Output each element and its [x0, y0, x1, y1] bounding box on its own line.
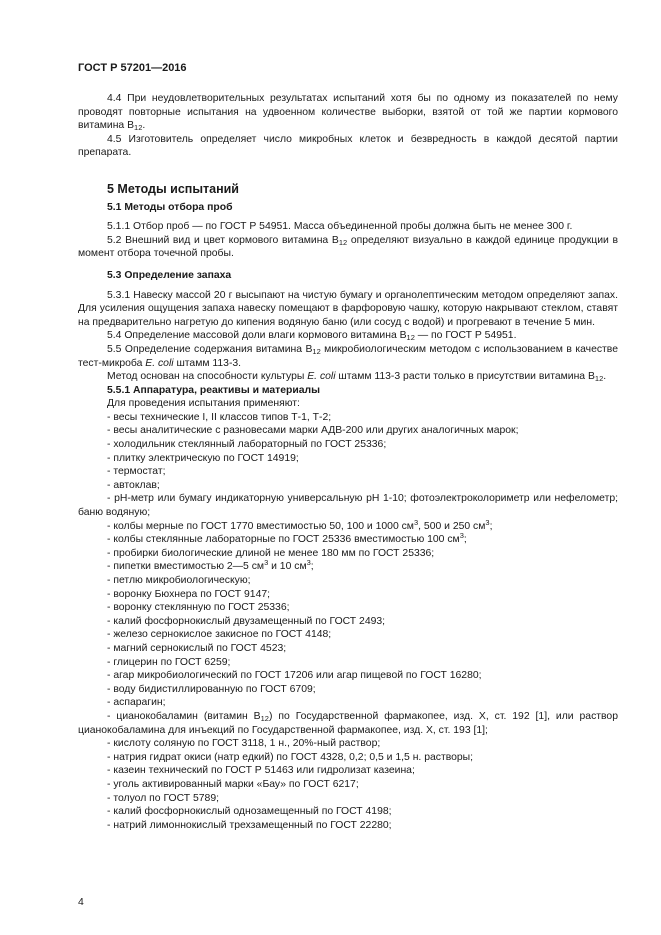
list-item: - рН-метр или бумагу индикаторную универсальную рН 1-10; фотоэлектроколориметр или нефелометр; баню водяную;: [78, 493, 618, 519]
list-item: - пробирки биологические длиной не менее 180 мм по ГОСТ 25336;: [107, 547, 435, 559]
paragraph-4-5: 4.5 Изготовитель определяет число микробных клеток и безвредность в каждой десятой партии препарата.: [78, 133, 618, 159]
page-number: 4: [78, 897, 84, 908]
list-item: - натрий лимоннокислый трехзамещенный по ГОСТ 22280;: [107, 819, 392, 831]
list-item: - колбы стеклянные лабораторные по ГОСТ 25336 вместимостью 100 $см^3$;: [107, 531, 467, 546]
list-item: - аспарагин;: [107, 697, 166, 709]
paragraph-method: Метод основан на способности культуры E. coli штамм 113-3 расти только в присутствии витамина $В_{12}$.: [107, 371, 607, 384]
paragraph-5-2: 5.2 Внешний вид и цвет кормового витамина $В_{12}$ определяют визуально в каждой единице продукции в момент отбора точечной пробы.: [78, 234, 618, 260]
list-item: - цианокобаламин (витамин $В_{12}$) по Государственной фармакопее, изд. X, ст. 192 [1], или раствор цианокобаламина для инъекций по Государственной фармакопее, изд. X, ст. 193 [1];: [78, 710, 618, 736]
list-item: - автоклав;: [107, 479, 160, 491]
list-item: - воду бидистиллированную по ГОСТ 6709;: [107, 683, 316, 695]
list-item: - весы аналитические с разновесами марки АДВ-200 или других аналогичных марок;: [107, 425, 519, 437]
list-item: - калий фосфорнокислый однозамещенный по ГОСТ 4198;: [107, 806, 392, 818]
list-item: - толуол по ГОСТ 5789;: [107, 792, 219, 804]
section-heading-5-5-1: 5.5.1 Аппаратура, реактивы и материалы: [107, 384, 321, 396]
list-item: - колбы мерные по ГОСТ 1770 вместимостью 50, 100 и 1000 $см^3$, 500 и 250 $см^3$;: [107, 517, 493, 532]
list-item: - калий фосфорнокислый двузамещенный по ГОСТ 2493;: [107, 615, 386, 627]
paragraph-5-5: 5.5 Определение содержания витамина $В_{12}$ микробиологическим методом с использованием в качестве тест-микроба E. coli штамм 113-3.: [78, 343, 618, 369]
list-item: - петлю микробиологическую;: [107, 575, 251, 586]
list-item: - казеин технический по ГОСТ Р 51463 или гидролизат казеина;: [107, 765, 415, 777]
list-item: - термостат;: [107, 466, 166, 478]
list-item: - кислоту соляную по ГОСТ 3118, 1 н., 20%-ный раствор;: [107, 738, 381, 750]
list-item: - холодильник стеклянный лабораторный по ГОСТ 25336;: [107, 439, 387, 451]
list-item: - магний сернокислый по ГОСТ 4523;: [107, 642, 287, 654]
list-item: - глицерин по ГОСТ 6259;: [107, 656, 231, 668]
document-header: ГОСТ Р 57201—2016: [78, 62, 187, 74]
list-item: - пипетки вместимостью 2—5 $см^3$ и 10 $см^3$;: [107, 558, 314, 573]
list-item: - натрия гидрат окиси (натр едкий) по ГОСТ 4328, 0,2; 0,5 и 1,5 н. растворы;: [107, 751, 474, 763]
section-heading-5: 5 Методы испытаний: [107, 181, 239, 196]
list-item: - плитку электрическую по ГОСТ 14919;: [107, 452, 299, 464]
document-body: [78, 0, 618, 832]
list-item: - железо сернокислое закисное по ГОСТ 4148;: [107, 629, 332, 641]
list-item: - воронку Бюхнера по ГОСТ 9147;: [107, 588, 271, 600]
paragraph-5-4: 5.4 Определение массовой доли влаги кормового витамина $В_{12}$ — по ГОСТ Р 54951.: [107, 330, 517, 343]
section-heading-5-3: 5.3 Определение запаха: [107, 269, 232, 281]
paragraph-5-1-1: 5.1.1 Отбор проб — по ГОСТ Р 54951. Масса объединенной пробы должна быть не менее 300 г.: [107, 221, 573, 233]
list-item: - уголь активированный марки «Бау» по ГОСТ 6217;: [107, 778, 359, 790]
section-heading-5-1: 5.1 Методы отбора проб: [107, 201, 233, 213]
list-item: - весы технические I, II классов типов Т-1, Т-2;: [107, 411, 332, 423]
list-item: - воронку стеклянную по ГОСТ 25336;: [107, 602, 290, 614]
list-item: - агар микробиологический по ГОСТ 17206 или агар пищевой по ГОСТ 16280;: [107, 670, 482, 682]
paragraph-4-4: 4.4 При неудовлетворительных результатах испытаний хотя бы по одному из показателей по нему проводят повторные испытания на удвоенном количестве выборки, взятой от той же партии кормового витамина $В_{12}$.: [78, 93, 618, 133]
paragraph-5-3-1: 5.3.1 Навеску массой 20 г высыпают на чистую бумагу и органолептическим методом определяют запах. Для усиления ощущения запаха навеску помещают в фарфоровую чашку, которую накрывают стеклом, ставят на предварительно нагретую до кипения водяную баню (или сосуд с водой) и прогревают в течение 5 мин.: [78, 289, 618, 328]
paragraph-intro: Для проведения испытания применяют:: [107, 398, 300, 410]
